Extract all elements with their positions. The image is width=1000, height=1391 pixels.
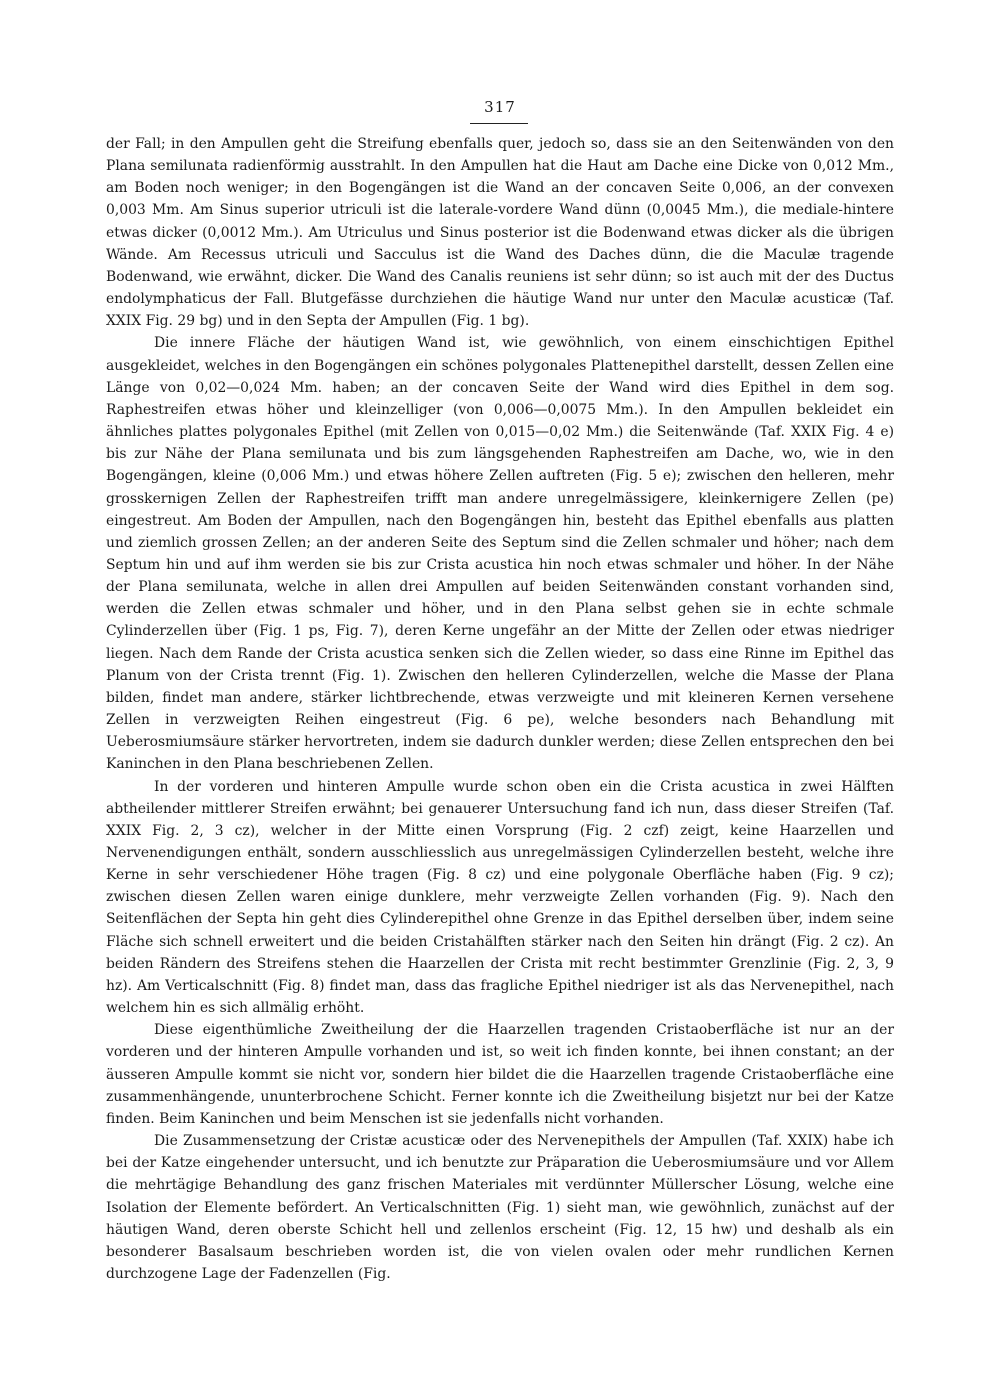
paragraph-2: Die innere Fläche der häutigen Wand ist, wie gewöhnlich, von einem einschichtigen Epithel ausgekleidet, welches in den Bogengängen ein schönes polygonales Plattenepithel darstellt, dessen Zellen eine Länge von 0,02—0,024 Mm. haben; an der concaven Seite der Wand wird dies Epithel in dem sog. Raphestreifen etwas höher und kleinzelliger (von 0,006—0,0075 Mm.). In den Ampullen bekleidet ein ähnliches plattes polygonales Epithel (mit Zellen von 0,015—0,02 Mm.) die Seitenwände (Taf. XXIX Fig. 4 e) bis zur Nähe der Plana semilunata und bis zum längsgehenden Raphestreifen am Dache, wo, wie in den Bogengängen, kleine (0,006 Mm.) und etwas höhere Zellen auftreten (Fig. 5 e); zwischen den helleren, mehr grosskernigen Zellen der Raphestreifen trifft man andere unregelmässigere, kleinkernigere Zellen (pe) eingestreut. Am Boden der Ampullen, nach den Bogengängen hin, besteht das Epithel ebenfalls aus platten und ziemlich grossen Zellen; an der anderen Seite des Septum sind die Zellen schmaler und höher; nach dem Septum hin und auf ihm werden sie bis zur Crista acustica hin noch etwas schmaler und höher. In der Nähe der Plana semilunata, welche in allen drei Ampullen auf beiden Seitenwänden constant vorhanden sind, werden die Zellen etwas schmaler und höher, und in den Plana selbst gehen sie in echte schmale Cylinderzellen über (Fig. 1 ps, Fig. 7), deren Kerne ungefähr an der Mitte der Zellen oder etwas niedriger liegen. Nach dem Rande der Crista acustica senken sich die Zellen wieder, so dass eine Rinne im Epithel das Planum von der Crista trennt (Fig. 1). Zwischen den helleren Cylinderzellen, welche die Masse der Plana bilden, findet man andere, stärker lichtbrechende, etwas verzweigte und mit kleineren Kernen versehene Zellen in verzweigten Reihen eingestreut (Fig. 6 pe), welche besonders nach Behandlung mit Ueberosmiumsäure stärker hervortreten, indem sie dadurch dunkler werden; diese Zellen entsprechen den bei Kaninchen in den Plana beschriebenen Zellen. xyxy=(106,335,894,773)
paragraph-5: Die Zusammensetzung der Cristæ acusticæ oder des Nervenepithels der Ampullen (Taf. XXIX) habe ich bei der Katze eingehender untersucht, und ich benutzte zur Präparation die Ueberosmiumsäure und vor Allem die mehrtägige Behandlung des ganz frischen Materiales mit verdünnter Müllerscher Lösung, welche eine Isolation der Elemente befördert. An Verticalschnitten (Fig. 1) sieht man, wie gewöhnlich, zunächst auf der häutigen Wand, deren oberste Schicht hell und zellenlos erscheint (Fig. 12, 15 hw) und deshalb als ein besonderer Basalsaum beschrieben worden ist, die von vielen ovalen oder mehr rundlichen Kernen durchzogene Lage der Fadenzellen (Fig. xyxy=(106,1133,894,1282)
paragraph-4: Diese eigenthümliche Zweitheilung der die Haarzellen tragenden Cristaoberfläche ist nur an der vorderen und der hinteren Ampulle vorhanden und ist, so weit ich finden konnte, bei ihnen constant; an der äusseren Ampulle kommt sie nicht vor, sondern hier bildet die die Haarzellen tragende Cristaoberfläche eine zusammenhängende, ununterbrochene Schicht. Ferner konnte ich die Zweitheilung bisjetzt nur bei der Katze finden. Beim Kaninchen und beim Menschen ist sie jedenfalls nicht vorhanden. xyxy=(106,1022,894,1127)
page-number: 317 xyxy=(484,98,516,116)
paragraph-1: der Fall; in den Ampullen geht die Streifung ebenfalls quer, jedoch so, dass sie an den Seitenwänden von den Plana semilunata radienförmig ausstrahlt. In den Ampullen hat die Haut am Dache eine Dicke von 0,012 Mm., am Boden noch weniger; in den Bogengängen ist die Wand an der concaven Seite 0,006, an der convexen 0,003 Mm. Am Sinus superior utriculi ist die laterale-vordere Wand dünn (0,0045 Mm.), die mediale-hintere etwas dicker (0,0012 Mm.). Am Utriculus und Sinus posterior ist die Bodenwand etwas dicker als die übrigen Wände. Am Recessus utriculi und Sacculus ist die Wand des Daches dünn, die die Maculæ tragende Bodenwand, wie erwähnt, dicker. Die Wand des Canalis reuniens ist sehr dünn; so ist auch mit der des Ductus endolymphaticus der Fall. Blutgefässe durchziehen die häutige Wand nur unter den Maculæ acusticæ (Taf. XXIX Fig. 29 bg) und in den Septa der Ampullen (Fig. 1 bg). xyxy=(106,136,894,330)
paragraph-3: In der vorderen und hinteren Ampulle wurde schon oben ein die Crista acustica in zwei Hälften abtheilender mittlerer Streifen erwähnt; bei genauerer Untersuchung fand ich nun, dass dieser Streifen (Taf. XXIX Fig. 2, 3 cz), welcher in der Mitte einen Vorsprung (Fig. 2 czf) zeigt, keine Haarzellen und Nervenendigungen enthält, sondern ausschliesslich aus unregelmässigen Cylinderzellen besteht, welche ihre Kerne in sehr verschiedener Höhe tragen (Fig. 8 cz) und eine polygonale Oberfläche haben (Fig. 9 cz); zwischen diesen Zellen waren einige dunklere, mehr verzweigte Zellen vorhanden (Fig. 9). Nach den Seitenflächen der Septa hin geht dies Cylinderepithel ohne Grenze in das Epithel derselben über, indem seine Fläche sich schnell erweitert und die beiden Cristahälften stärker nach den Seiten hin drängt (Fig. 2 cz). An beiden Rändern des Streifens stehen die Haarzellen der Crista mit recht bestimmter Grenzlinie (Fig. 2, 3, 9 hz). Am Verticalschnitt (Fig. 8) findet man, dass das fragliche Epithel niedriger ist als das Nervenepithel, nach welchem hin es sich allmälig erhöht. xyxy=(106,778,894,1017)
page-number-rule xyxy=(470,123,528,124)
body-text xyxy=(106,133,894,1285)
